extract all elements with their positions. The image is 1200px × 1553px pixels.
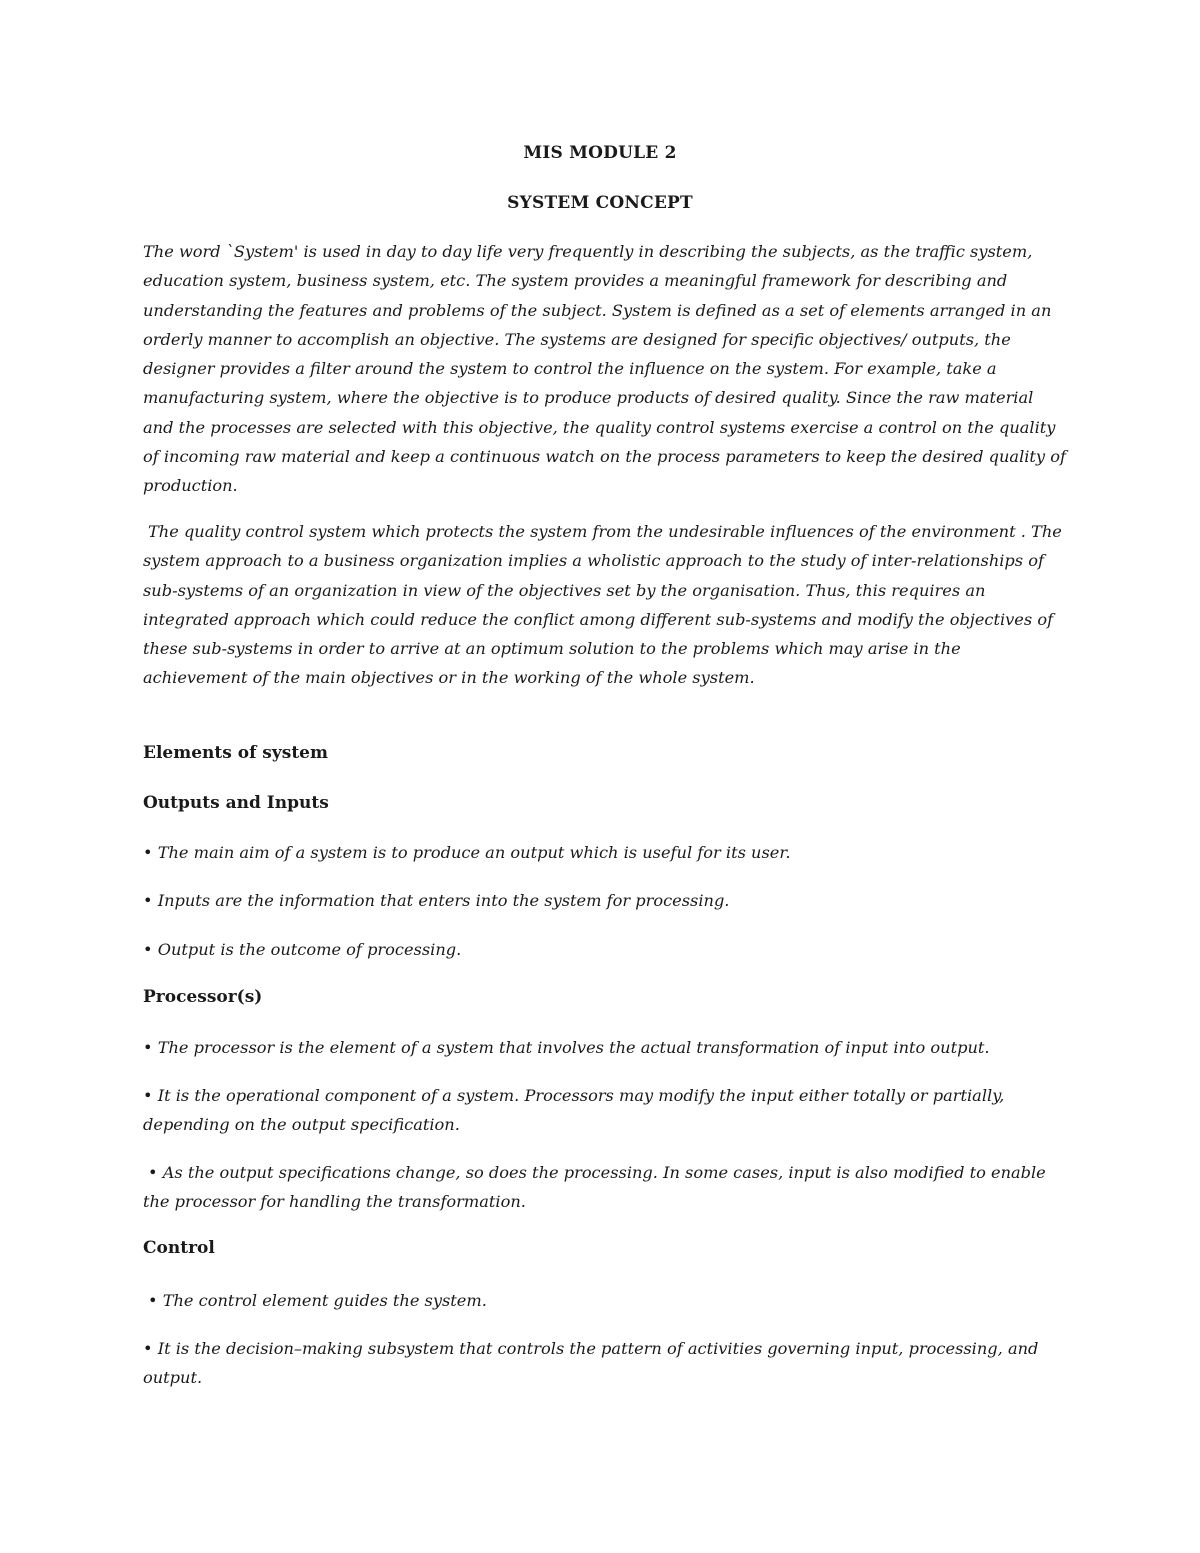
intro-paragraph: The word `System' is used in day to day life very frequently in describing the subjects, as the traffic system, education system, business system, etc. The system provides a meaningful framework for describing and understanding the features and problems of the subject. System is defined as a set of elements arranged in an orderly manner to accomplish an objective. The systems are designed for specific objectives/ outputs, the designer provides a filter around the system to control the influence on the system. For example, take a manufacturing system, where the objective is to produce products of desired quality. Since the raw material and the processes are selected with this objective, the quality control systems exercise a control on the quality of incoming raw material and keep a continuous watch on the process parameters to keep the desired quality of production.	[143, 242, 1066, 496]
section-heading-elements: Elements of system	[143, 743, 328, 763]
outputs-inputs-bullet: • Output is the outcome of processing.	[143, 940, 462, 959]
document-subtitle: SYSTEM CONCEPT	[507, 193, 693, 213]
outputs-inputs-bullet: • Inputs are the information that enters into the system for processing.	[143, 891, 730, 910]
processors-bullet: • As the output specifications change, so does the processing. In some cases, input is also modified to enable the processor for handling the transformation.	[143, 1163, 1046, 1212]
control-bullet: • It is the decision–making subsystem that controls the pattern of activities governing input, processing, and output.	[143, 1339, 1039, 1388]
document-title: MIS MODULE 2	[523, 143, 677, 163]
processors-bullet: • The processor is the element of a system that involves the actual transformation of input into output.	[143, 1038, 990, 1057]
processors-bullet: • It is the operational component of a system. Processors may modify the input either totally or partially, depending on the output specification.	[143, 1086, 1005, 1135]
quality-control-paragraph: The quality control system which protects the system from the undesirable influences of the environment . The system approach to a business organization implies a wholistic approach to the study of inter-relationships of sub-systems of an organization in view of the objectives set by the organisation. Thus, this requires an integrated approach which could reduce the conflict among different sub-systems and modify the objectives of these sub-systems in order to arrive at an optimum solution to the problems which may arise in the achievement of the main objectives or in the working of the whole system.	[143, 522, 1062, 688]
control-bullet: • The control element guides the system.	[148, 1291, 487, 1310]
outputs-inputs-bullet: • The main aim of a system is to produce an output which is useful for its user.	[143, 843, 791, 862]
processors-heading: Processor(s)	[143, 987, 263, 1007]
control-heading: Control	[143, 1238, 215, 1258]
outputs-inputs-heading: Outputs and Inputs	[143, 793, 329, 813]
